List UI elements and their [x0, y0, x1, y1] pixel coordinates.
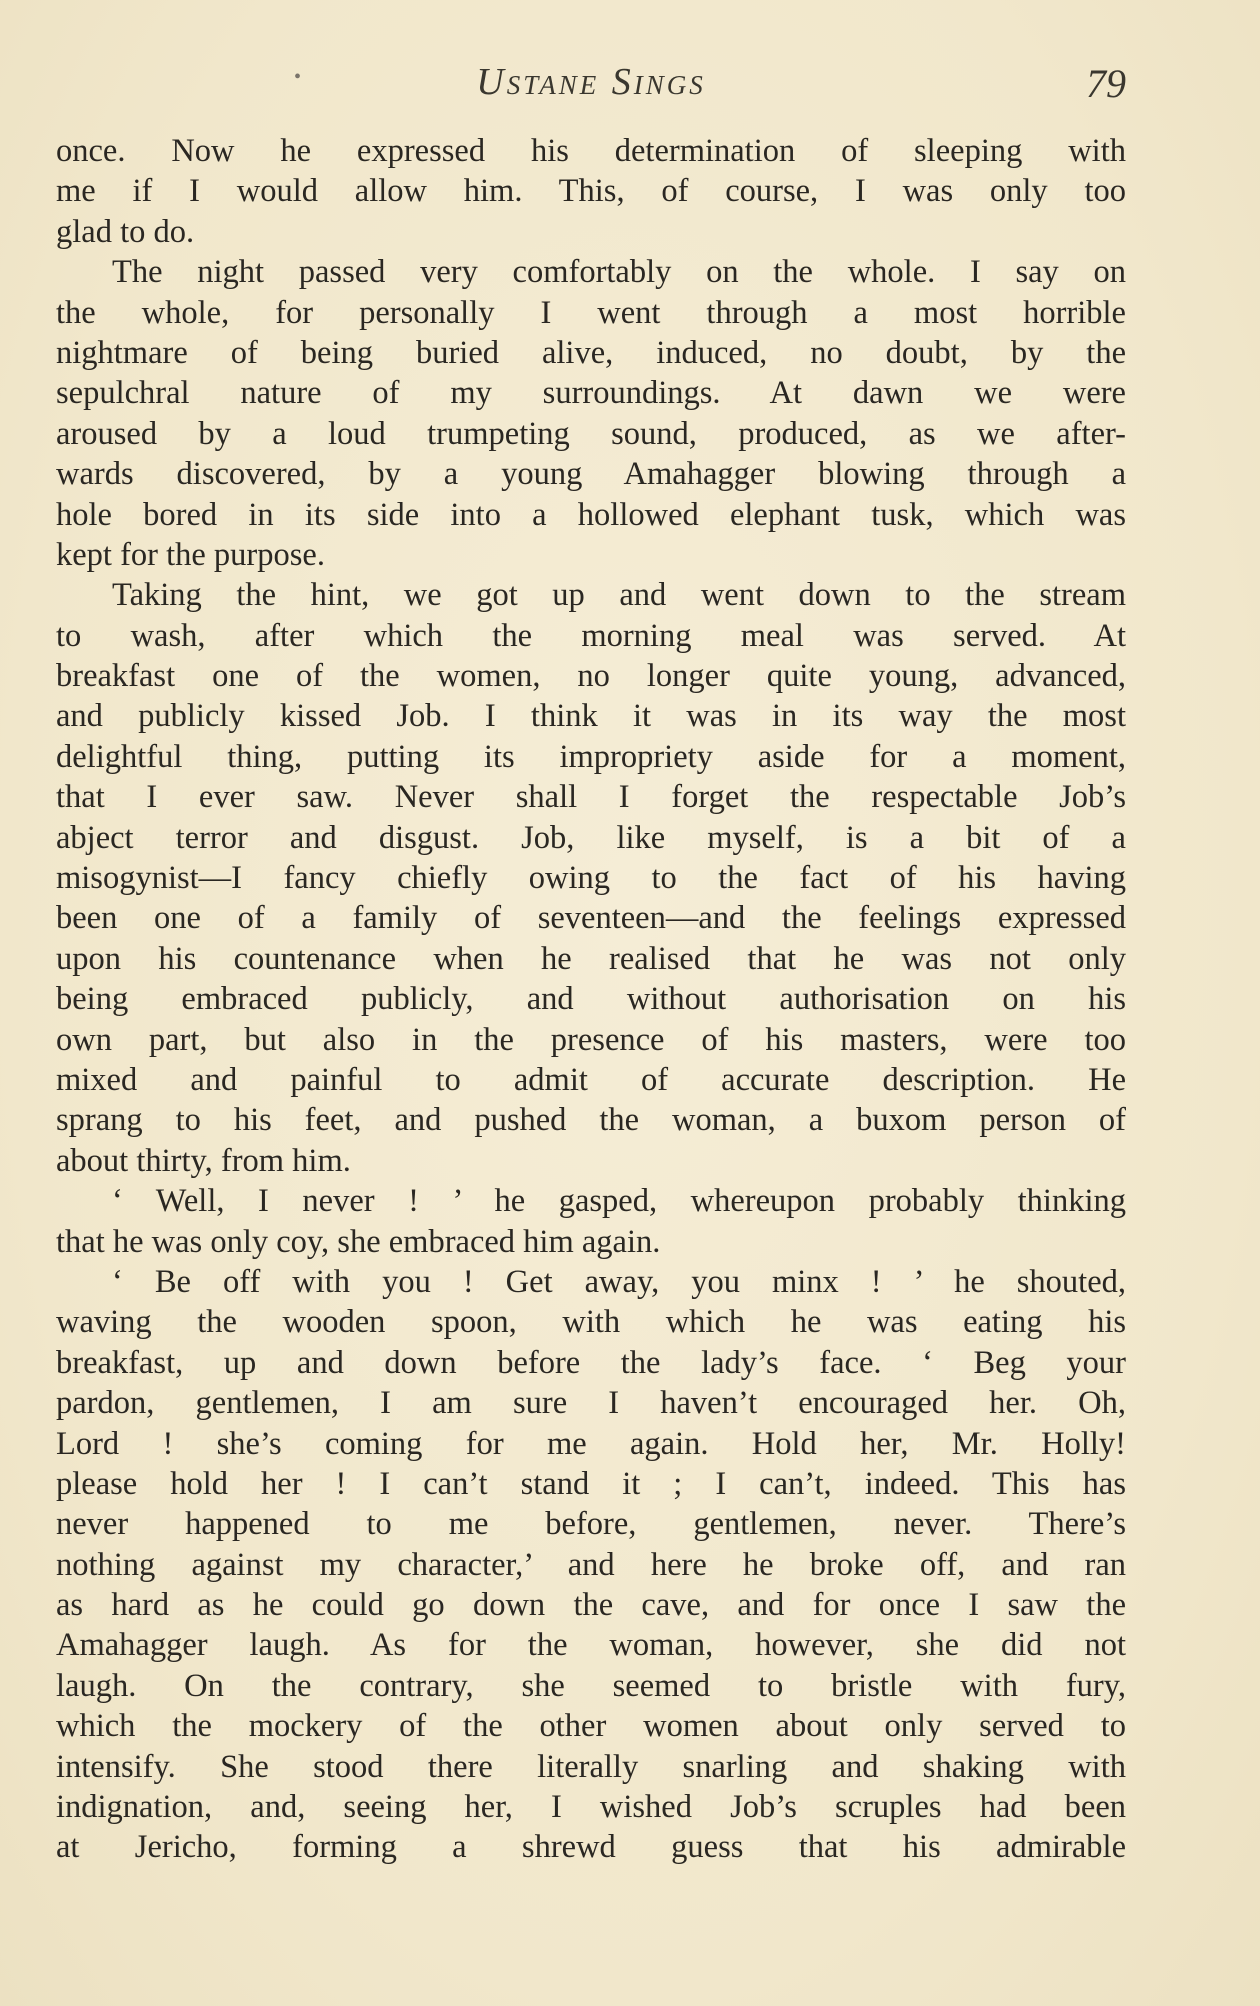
- text-line: delightful thing, putting its impropriety aside for a moment,: [56, 738, 1126, 775]
- text-line: intensify. She stood there literally snarling and shaking with: [56, 1748, 1126, 1785]
- text-line: upon his countenance when he realised that he was not only: [56, 940, 1126, 977]
- text-line: nightmare of being buried alive, induced, no doubt, by the: [56, 334, 1126, 371]
- page-header: [56, 60, 1126, 110]
- text-line: me if I would allow him. This, of course, I was only too: [56, 173, 1126, 210]
- text-line: ‘ Well, I never ! ’ he gasped, whereupon probably thinking: [112, 1183, 1126, 1220]
- text-line: been one of a family of seventeen—and the feelings expressed: [56, 900, 1126, 937]
- text-line: as hard as he could go down the cave, and for once I saw the: [56, 1587, 1126, 1624]
- text-line: pardon, gentlemen, I am sure I haven’t encouraged her. Oh,: [56, 1385, 1126, 1422]
- text-line: Taking the hint, we got up and went down to the stream: [112, 577, 1126, 614]
- text-line: that he was only coy, she embraced him again.: [56, 1223, 661, 1260]
- text-line: sprang to his feet, and pushed the woman, a buxom person of: [56, 1102, 1126, 1139]
- text-line: which the mockery of the other women about only served to: [56, 1708, 1126, 1745]
- body-text: [56, 131, 1126, 1868]
- text-line: ‘ Be off with you ! Get away, you minx ! ’ he shouted,: [112, 1263, 1126, 1300]
- text-line: Lord ! she’s coming for me again. Hold her, Mr. Holly!: [56, 1425, 1126, 1462]
- text-line: breakfast one of the women, no longer quite young, advanced,: [56, 658, 1126, 695]
- text-line: Amahagger laugh. As for the woman, however, she did not: [56, 1627, 1126, 1664]
- text-line: nothing against my character,’ and here he broke off, and ran: [56, 1546, 1126, 1583]
- text-line: and publicly kissed Job. I think it was in its way the most: [56, 698, 1126, 735]
- text-line: own part, but also in the presence of his masters, were too: [56, 1021, 1126, 1058]
- text-line: kept for the purpose.: [56, 536, 325, 573]
- text-line: please hold her ! I can’t stand it ; I can’t, indeed. This has: [56, 1465, 1126, 1502]
- text-line: misogynist—I fancy chiefly owing to the fact of his having: [56, 860, 1126, 897]
- text-line: never happened to me before, gentlemen, never. There’s: [56, 1506, 1126, 1543]
- text-line: wards discovered, by a young Amahagger blowing through a: [56, 456, 1126, 493]
- text-line: about thirty, from him.: [56, 1142, 351, 1179]
- text-line: the whole, for personally I went through a most horrible: [56, 294, 1126, 331]
- text-line: at Jericho, forming a shrewd guess that his admirable: [56, 1829, 1126, 1866]
- text-line: aroused by a loud trumpeting sound, produced, as we after-: [56, 415, 1126, 452]
- text-line: The night passed very comfortably on the whole. I say on: [112, 254, 1126, 291]
- text-line: breakfast, up and down before the lady’s face. ‘ Beg your: [56, 1344, 1126, 1381]
- text-line: to wash, after which the morning meal was served. At: [56, 617, 1126, 654]
- page-number: 79: [1086, 61, 1126, 106]
- text-line: that I ever saw. Never shall I forget the respectable Job’s: [56, 779, 1126, 816]
- text-line: glad to do.: [56, 213, 195, 250]
- print-mark: •: [294, 66, 302, 88]
- text-line: hole bored in its side into a hollowed elephant tusk, which was: [56, 496, 1126, 533]
- text-line: indignation, and, seeing her, I wished Job’s scruples had been: [56, 1789, 1126, 1826]
- text-line: once. Now he expressed his determination of sleeping with: [56, 133, 1126, 169]
- text-line: laugh. On the contrary, she seemed to bristle with fury,: [56, 1667, 1126, 1704]
- text-line: waving the wooden spoon, with which he was eating his: [56, 1304, 1126, 1341]
- text-line: abject terror and disgust. Job, like myself, is a bit of a: [56, 819, 1126, 856]
- text-line: mixed and painful to admit of accurate description. He: [56, 1061, 1126, 1098]
- text-line: sepulchral nature of my surroundings. At dawn we were: [56, 375, 1126, 412]
- text-line: being embraced publicly, and without authorisation on his: [56, 981, 1126, 1018]
- running-head: Ustane Sings: [476, 61, 706, 103]
